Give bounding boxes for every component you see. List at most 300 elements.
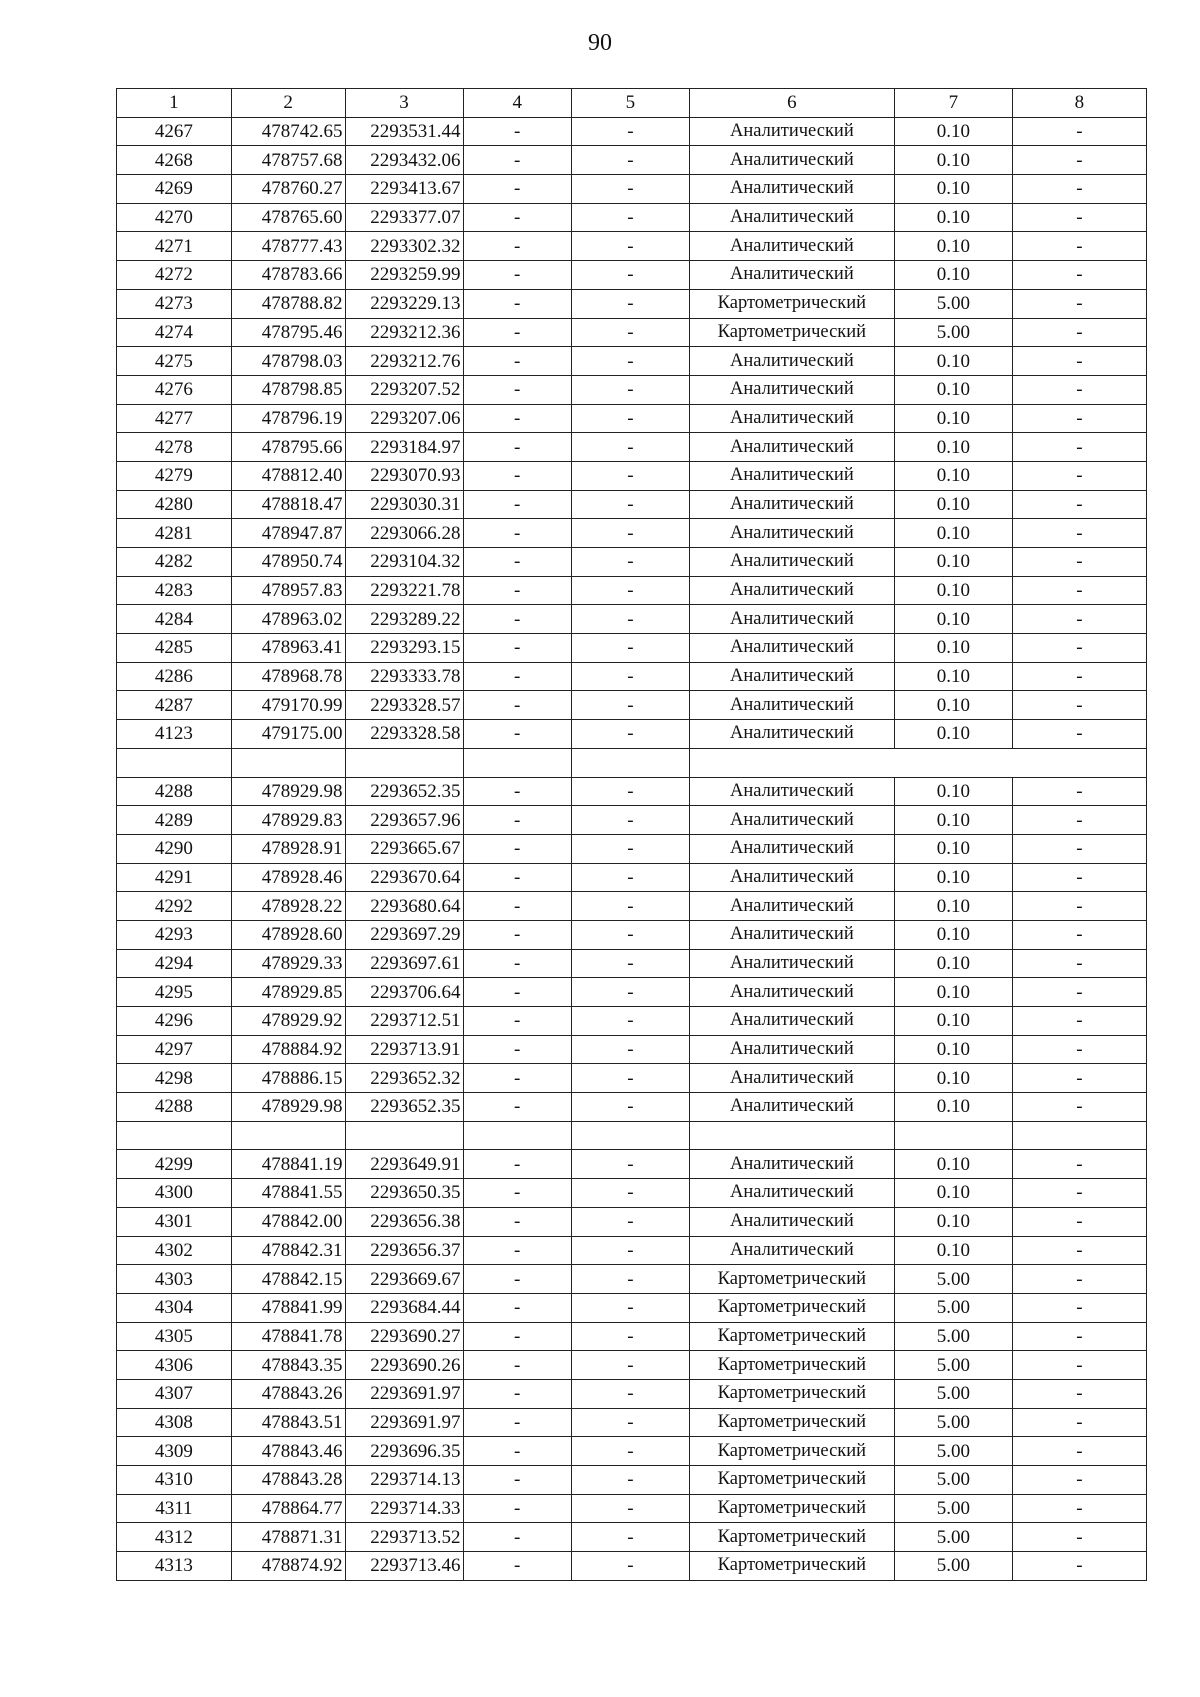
table-cell: - — [463, 1265, 571, 1294]
header-cell: 1 — [117, 89, 232, 118]
table-cell: - — [463, 1523, 571, 1552]
table-cell: - — [463, 1093, 571, 1122]
table-cell: 0.10 — [894, 548, 1012, 577]
table-cell: 4291 — [117, 863, 232, 892]
table-cell: - — [1012, 1150, 1146, 1179]
table-cell: - — [463, 949, 571, 978]
table-cell: Аналитический — [689, 1035, 894, 1064]
table-cell: 4273 — [117, 289, 232, 318]
table-cell: 478884.92 — [231, 1035, 345, 1064]
table-cell: 4309 — [117, 1437, 232, 1466]
table-cell: 478843.26 — [231, 1379, 345, 1408]
table-cell: 4274 — [117, 318, 232, 347]
table-cell: Аналитический — [689, 490, 894, 519]
table-cell: Картометрический — [689, 318, 894, 347]
table-cell: - — [463, 978, 571, 1007]
table-cell: Картометрический — [689, 1351, 894, 1380]
table-row — [117, 1207, 1147, 1236]
table-cell: 478871.31 — [231, 1523, 345, 1552]
table-cell: 4287 — [117, 691, 232, 720]
table-cell: - — [571, 1408, 689, 1437]
table-cell: - — [571, 1179, 689, 1208]
table-cell: - — [463, 634, 571, 663]
table-cell: 5.00 — [894, 1322, 1012, 1351]
table-cell: - — [571, 1437, 689, 1466]
table-cell: - — [571, 1150, 689, 1179]
table-cell: 478796.19 — [231, 404, 345, 433]
table-cell: - — [1012, 1437, 1146, 1466]
table-cell: 479175.00 — [231, 720, 345, 749]
table-cell: Аналитический — [689, 261, 894, 290]
table-row — [117, 1322, 1147, 1351]
table-cell: Картометрический — [689, 289, 894, 318]
table-cell: - — [571, 834, 689, 863]
table-cell: Аналитический — [689, 203, 894, 232]
table-cell: 0.10 — [894, 834, 1012, 863]
table-row — [117, 289, 1147, 318]
table-cell: Аналитический — [689, 375, 894, 404]
table-cell: - — [571, 1523, 689, 1552]
table-cell: Картометрический — [689, 1523, 894, 1552]
table-cell: 4123 — [117, 720, 232, 749]
table-cell: 0.10 — [894, 576, 1012, 605]
table-cell: - — [1012, 404, 1146, 433]
table-cell: 5.00 — [894, 1466, 1012, 1495]
table-cell: 478950.74 — [231, 548, 345, 577]
table-cell: - — [463, 720, 571, 749]
table-cell: 2293713.91 — [345, 1035, 463, 1064]
table-cell: 478963.02 — [231, 605, 345, 634]
empty-cell — [117, 1121, 232, 1150]
table-cell: Аналитический — [689, 1236, 894, 1265]
table-cell: - — [571, 1093, 689, 1122]
table-cell: 5.00 — [894, 318, 1012, 347]
table-cell: 0.10 — [894, 1236, 1012, 1265]
table-cell: Картометрический — [689, 1293, 894, 1322]
table-cell: 4304 — [117, 1293, 232, 1322]
table-cell: - — [463, 318, 571, 347]
table-cell: - — [1012, 1293, 1146, 1322]
table-row — [117, 375, 1147, 404]
table-cell: - — [1012, 1408, 1146, 1437]
table-cell: - — [463, 1466, 571, 1495]
table-cell: 0.10 — [894, 1007, 1012, 1036]
table-cell: - — [463, 691, 571, 720]
table-cell: Аналитический — [689, 1179, 894, 1208]
table-cell: 2293377.07 — [345, 203, 463, 232]
table-cell: 478929.85 — [231, 978, 345, 1007]
table-cell: 478818.47 — [231, 490, 345, 519]
table-cell: 5.00 — [894, 1408, 1012, 1437]
table-cell: Картометрический — [689, 1466, 894, 1495]
empty-cell — [571, 1121, 689, 1150]
table-cell: - — [463, 175, 571, 204]
table-row — [117, 605, 1147, 634]
table-cell: 478842.31 — [231, 1236, 345, 1265]
table-cell: 2293656.38 — [345, 1207, 463, 1236]
table-cell: 0.10 — [894, 634, 1012, 663]
table-cell: 4292 — [117, 892, 232, 921]
table-cell: Аналитический — [689, 576, 894, 605]
table-cell: 2293706.64 — [345, 978, 463, 1007]
table-cell: 478843.51 — [231, 1408, 345, 1437]
table-cell: 5.00 — [894, 1437, 1012, 1466]
table-cell: - — [463, 261, 571, 290]
table-cell: 4298 — [117, 1064, 232, 1093]
table-cell: - — [571, 175, 689, 204]
table-cell: 2293712.51 — [345, 1007, 463, 1036]
table-cell: 0.10 — [894, 146, 1012, 175]
table-row — [117, 1179, 1147, 1208]
table-cell: 2293714.13 — [345, 1466, 463, 1495]
table-cell: - — [463, 576, 571, 605]
table-cell: Аналитический — [689, 949, 894, 978]
table-cell: 0.10 — [894, 978, 1012, 1007]
table-cell: 2293066.28 — [345, 519, 463, 548]
table-cell: - — [463, 1322, 571, 1351]
table-cell: - — [1012, 863, 1146, 892]
table-row — [117, 117, 1147, 146]
table-cell: 4290 — [117, 834, 232, 863]
table-row — [117, 1437, 1147, 1466]
table-cell: - — [571, 863, 689, 892]
table-cell: 0.10 — [894, 461, 1012, 490]
table-cell: - — [571, 1007, 689, 1036]
table-cell: - — [571, 892, 689, 921]
table-cell: 478929.98 — [231, 1093, 345, 1122]
table-cell: - — [1012, 175, 1146, 204]
table-cell: 2293531.44 — [345, 117, 463, 146]
table-cell: - — [1012, 892, 1146, 921]
table-cell: - — [463, 1179, 571, 1208]
table-cell: - — [1012, 289, 1146, 318]
table-cell: - — [571, 117, 689, 146]
table-cell: - — [1012, 777, 1146, 806]
table-cell: - — [1012, 117, 1146, 146]
table-cell: Аналитический — [689, 548, 894, 577]
table-cell: - — [463, 1379, 571, 1408]
table-cell: 2293221.78 — [345, 576, 463, 605]
table-cell: 0.10 — [894, 375, 1012, 404]
table-cell: - — [1012, 347, 1146, 376]
table-cell: - — [463, 232, 571, 261]
table-cell: - — [1012, 834, 1146, 863]
table-cell: 478812.40 — [231, 461, 345, 490]
table-row — [117, 662, 1147, 691]
table-cell: 4306 — [117, 1351, 232, 1380]
table-row — [117, 691, 1147, 720]
table-cell: - — [463, 548, 571, 577]
table-row — [117, 232, 1147, 261]
table-cell: - — [1012, 1236, 1146, 1265]
table-cell: 478757.68 — [231, 146, 345, 175]
table-cell: - — [463, 146, 571, 175]
table-cell: 2293652.32 — [345, 1064, 463, 1093]
table-cell: 478765.60 — [231, 203, 345, 232]
table-cell: - — [1012, 691, 1146, 720]
table-cell: 4275 — [117, 347, 232, 376]
table-cell: 478928.60 — [231, 920, 345, 949]
table-cell: Аналитический — [689, 404, 894, 433]
table-row — [117, 490, 1147, 519]
table-cell: Аналитический — [689, 1150, 894, 1179]
table-cell: - — [1012, 1064, 1146, 1093]
table-cell: 4302 — [117, 1236, 232, 1265]
table-cell: - — [571, 548, 689, 577]
table-cell: 0.10 — [894, 347, 1012, 376]
table-cell: 478841.55 — [231, 1179, 345, 1208]
table-cell: - — [1012, 720, 1146, 749]
table-cell: 4313 — [117, 1552, 232, 1581]
header-cell: 5 — [571, 89, 689, 118]
table-row — [117, 146, 1147, 175]
table-cell: 4280 — [117, 490, 232, 519]
table-cell: - — [463, 662, 571, 691]
table-cell: 2293328.58 — [345, 720, 463, 749]
table-cell: 4303 — [117, 1265, 232, 1294]
table-cell: - — [1012, 978, 1146, 1007]
table-cell: - — [463, 1494, 571, 1523]
table-cell: 2293212.36 — [345, 318, 463, 347]
table-cell: - — [571, 1035, 689, 1064]
table-cell: 5.00 — [894, 1379, 1012, 1408]
table-cell: 2293207.06 — [345, 404, 463, 433]
table-cell: 2293413.67 — [345, 175, 463, 204]
table-cell: - — [1012, 576, 1146, 605]
table-cell: - — [571, 1552, 689, 1581]
table-cell: - — [1012, 1552, 1146, 1581]
table-cell: - — [1012, 1265, 1146, 1294]
table-cell: - — [463, 1236, 571, 1265]
table-cell: 478968.78 — [231, 662, 345, 691]
table-cell: - — [463, 1150, 571, 1179]
table-cell: 478929.83 — [231, 806, 345, 835]
table-row — [117, 1007, 1147, 1036]
table-cell: - — [463, 1207, 571, 1236]
table-row — [117, 203, 1147, 232]
empty-cell — [231, 748, 345, 777]
table-cell: - — [571, 634, 689, 663]
table-cell: 4267 — [117, 117, 232, 146]
table-cell: Аналитический — [689, 175, 894, 204]
table-cell: Картометрический — [689, 1552, 894, 1581]
table-cell: 0.10 — [894, 863, 1012, 892]
table-cell: 2293713.46 — [345, 1552, 463, 1581]
table-cell: 2293432.06 — [345, 146, 463, 175]
table-cell: - — [1012, 490, 1146, 519]
table-row — [117, 1466, 1147, 1495]
table-cell: 4272 — [117, 261, 232, 290]
table-cell: 2293713.52 — [345, 1523, 463, 1552]
coordinates-table — [116, 88, 1147, 1581]
table-cell: 2293690.26 — [345, 1351, 463, 1380]
table-cell: 0.10 — [894, 662, 1012, 691]
table-cell: 4296 — [117, 1007, 232, 1036]
table-row — [117, 1064, 1147, 1093]
table-cell: - — [1012, 203, 1146, 232]
table-cell: 4270 — [117, 203, 232, 232]
table-cell: Аналитический — [689, 519, 894, 548]
table-cell: 4284 — [117, 605, 232, 634]
table-cell: 4310 — [117, 1466, 232, 1495]
table-row — [117, 433, 1147, 462]
table-cell: - — [1012, 548, 1146, 577]
table-cell: - — [463, 375, 571, 404]
table-row — [117, 1523, 1147, 1552]
table-cell: Аналитический — [689, 691, 894, 720]
table-row — [117, 519, 1147, 548]
table-cell: 2293649.91 — [345, 1150, 463, 1179]
table-cell: - — [463, 433, 571, 462]
table-row — [117, 548, 1147, 577]
table-cell: - — [571, 1064, 689, 1093]
table-cell: 2293680.64 — [345, 892, 463, 921]
table-row — [117, 863, 1147, 892]
table-cell: - — [1012, 949, 1146, 978]
table-cell: - — [571, 1265, 689, 1294]
empty-cell — [689, 1121, 894, 1150]
table-cell: 478842.00 — [231, 1207, 345, 1236]
table-cell: 4307 — [117, 1379, 232, 1408]
table-cell: 4311 — [117, 1494, 232, 1523]
table-cell: - — [1012, 519, 1146, 548]
table-cell: - — [463, 1552, 571, 1581]
table-cell: 2293684.44 — [345, 1293, 463, 1322]
table-cell: - — [1012, 1494, 1146, 1523]
header-cell: 2 — [231, 89, 345, 118]
table-cell: Аналитический — [689, 634, 894, 663]
table-cell: - — [571, 949, 689, 978]
table-cell: - — [571, 777, 689, 806]
table-cell: 5.00 — [894, 1351, 1012, 1380]
table-cell: 4312 — [117, 1523, 232, 1552]
table-cell: 0.10 — [894, 1035, 1012, 1064]
table-cell: - — [571, 978, 689, 1007]
table-cell: Аналитический — [689, 146, 894, 175]
table-cell: - — [463, 490, 571, 519]
table-cell: 0.10 — [894, 1093, 1012, 1122]
table-cell: 4308 — [117, 1408, 232, 1437]
table-cell: - — [571, 347, 689, 376]
table-cell: 478795.46 — [231, 318, 345, 347]
table-cell: Аналитический — [689, 892, 894, 921]
table-row — [117, 318, 1147, 347]
table-cell: Аналитический — [689, 920, 894, 949]
table-cell: - — [1012, 318, 1146, 347]
table-cell: - — [571, 1322, 689, 1351]
table-cell: 4288 — [117, 1093, 232, 1122]
table-cell: - — [571, 1379, 689, 1408]
table-cell: - — [1012, 232, 1146, 261]
table-cell: - — [1012, 1523, 1146, 1552]
table-cell: 2293657.96 — [345, 806, 463, 835]
table-cell: 4299 — [117, 1150, 232, 1179]
table-cell: 4278 — [117, 433, 232, 462]
table-cell: 2293207.52 — [345, 375, 463, 404]
table-cell: 478795.66 — [231, 433, 345, 462]
table-body — [117, 89, 1147, 1581]
table-cell: - — [1012, 1035, 1146, 1064]
table-cell: - — [571, 318, 689, 347]
table-row — [117, 920, 1147, 949]
table-cell: 5.00 — [894, 1523, 1012, 1552]
table-cell: - — [571, 1466, 689, 1495]
table-cell: 478864.77 — [231, 1494, 345, 1523]
empty-cell — [345, 1121, 463, 1150]
table-cell: - — [463, 892, 571, 921]
table-cell: 478874.92 — [231, 1552, 345, 1581]
table-cell: 4277 — [117, 404, 232, 433]
empty-cell — [894, 1121, 1012, 1150]
table-cell: Аналитический — [689, 461, 894, 490]
table-cell: 0.10 — [894, 404, 1012, 433]
table-cell: - — [463, 920, 571, 949]
table-cell: 2293656.37 — [345, 1236, 463, 1265]
table-cell: 478928.22 — [231, 892, 345, 921]
table-cell: 478843.35 — [231, 1351, 345, 1380]
table-cell: - — [463, 203, 571, 232]
table-cell: 0.10 — [894, 175, 1012, 204]
header-cell: 8 — [1012, 89, 1146, 118]
table-cell: 2293030.31 — [345, 490, 463, 519]
table-cell: 4276 — [117, 375, 232, 404]
table-cell: 2293259.99 — [345, 261, 463, 290]
table-cell: 0.10 — [894, 117, 1012, 146]
table-cell: 478798.03 — [231, 347, 345, 376]
table-cell: - — [1012, 461, 1146, 490]
table-row — [117, 777, 1147, 806]
table-cell: 0.10 — [894, 949, 1012, 978]
empty-cell — [345, 748, 463, 777]
table-cell: - — [1012, 375, 1146, 404]
table-cell: 2293690.27 — [345, 1322, 463, 1351]
table-cell: 2293697.29 — [345, 920, 463, 949]
table-cell: - — [571, 1494, 689, 1523]
table-row — [117, 175, 1147, 204]
table-cell: Аналитический — [689, 1007, 894, 1036]
table-cell: - — [1012, 605, 1146, 634]
table-cell: 0.10 — [894, 232, 1012, 261]
table-cell: 2293696.35 — [345, 1437, 463, 1466]
table-row — [117, 1379, 1147, 1408]
table-cell: - — [1012, 662, 1146, 691]
table-cell: 2293289.22 — [345, 605, 463, 634]
table-cell: 2293697.61 — [345, 949, 463, 978]
table-cell: 4289 — [117, 806, 232, 835]
table-cell: - — [571, 261, 689, 290]
table-cell: - — [463, 404, 571, 433]
table-cell: 2293184.97 — [345, 433, 463, 462]
header-cell: 6 — [689, 89, 894, 118]
table-cell: 0.10 — [894, 720, 1012, 749]
table-cell: - — [463, 1437, 571, 1466]
table-row — [117, 1494, 1147, 1523]
table-cell: 478928.46 — [231, 863, 345, 892]
table-cell: 4282 — [117, 548, 232, 577]
table-row — [117, 1552, 1147, 1581]
table-cell: - — [463, 117, 571, 146]
table-cell: 478841.78 — [231, 1322, 345, 1351]
table-cell: 4286 — [117, 662, 232, 691]
table-cell: - — [571, 691, 689, 720]
header-cell: 3 — [345, 89, 463, 118]
table-cell: - — [463, 1293, 571, 1322]
table-cell: 2293212.76 — [345, 347, 463, 376]
table-cell: 5.00 — [894, 289, 1012, 318]
table-cell: - — [463, 1351, 571, 1380]
table-cell: 2293714.33 — [345, 1494, 463, 1523]
table-cell: Аналитический — [689, 806, 894, 835]
